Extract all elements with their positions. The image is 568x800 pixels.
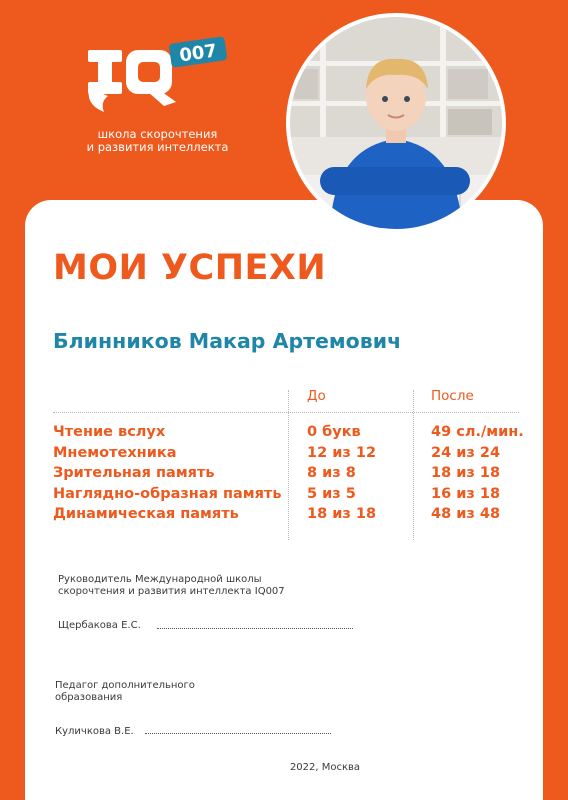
skill-label: Чтение вслух <box>53 424 166 440</box>
footer-date-place: 2022, Москва <box>289 762 361 773</box>
head-role-line-2: скорочтения и развития интеллекта IQ007 <box>58 586 285 597</box>
value-after: 48 из 48 <box>431 506 501 522</box>
header-divider <box>53 412 519 413</box>
value-before: 18 из 18 <box>307 506 377 522</box>
signature-line <box>157 628 353 629</box>
signature-line <box>145 733 331 734</box>
teacher-name: Куличкова В.Е. <box>55 726 134 737</box>
value-before: 0 букв <box>307 424 361 440</box>
value-before: 8 из 8 <box>307 465 356 481</box>
value-after: 18 из 18 <box>431 465 501 481</box>
tagline-line-2: и развития интеллекта <box>86 140 229 154</box>
teacher-role-line-1: Педагог дополнительного <box>55 680 195 691</box>
skill-label: Зрительная память <box>53 465 215 481</box>
head-role-line-1: Руководитель Международной школы <box>58 574 262 585</box>
value-after: 49 сл./мин. <box>431 424 524 440</box>
value-after: 24 из 24 <box>431 444 501 461</box>
teacher-role-line-2: образования <box>55 692 123 703</box>
skill-label: Мнемотехника <box>53 444 177 461</box>
certificate-title: МОИ УСПЕХИ <box>53 248 327 288</box>
student-photo <box>286 13 506 233</box>
value-before: 12 из 12 <box>307 444 377 461</box>
column-divider <box>413 390 414 540</box>
content-card <box>25 200 543 800</box>
head-role <box>58 574 285 598</box>
value-before: 5 из 5 <box>307 485 356 502</box>
column-divider <box>288 390 289 540</box>
tagline-line-1: школа скорочтения <box>97 127 218 141</box>
skill-label: Динамическая память <box>53 506 239 522</box>
student-name: Блинников Макар Артемович <box>53 329 402 353</box>
value-after: 16 из 18 <box>431 485 501 502</box>
teacher-role <box>55 680 195 704</box>
logo-tagline <box>70 128 245 154</box>
skill-label: Наглядно-образная память <box>53 485 282 502</box>
student-photo-illustration <box>290 17 502 229</box>
logo-badge-text: 007 <box>178 40 219 67</box>
iq007-logo <box>82 36 232 116</box>
column-header-before: До <box>307 388 326 404</box>
column-header-after: После <box>431 388 474 404</box>
head-name: Щербакова Е.С. <box>58 620 141 631</box>
